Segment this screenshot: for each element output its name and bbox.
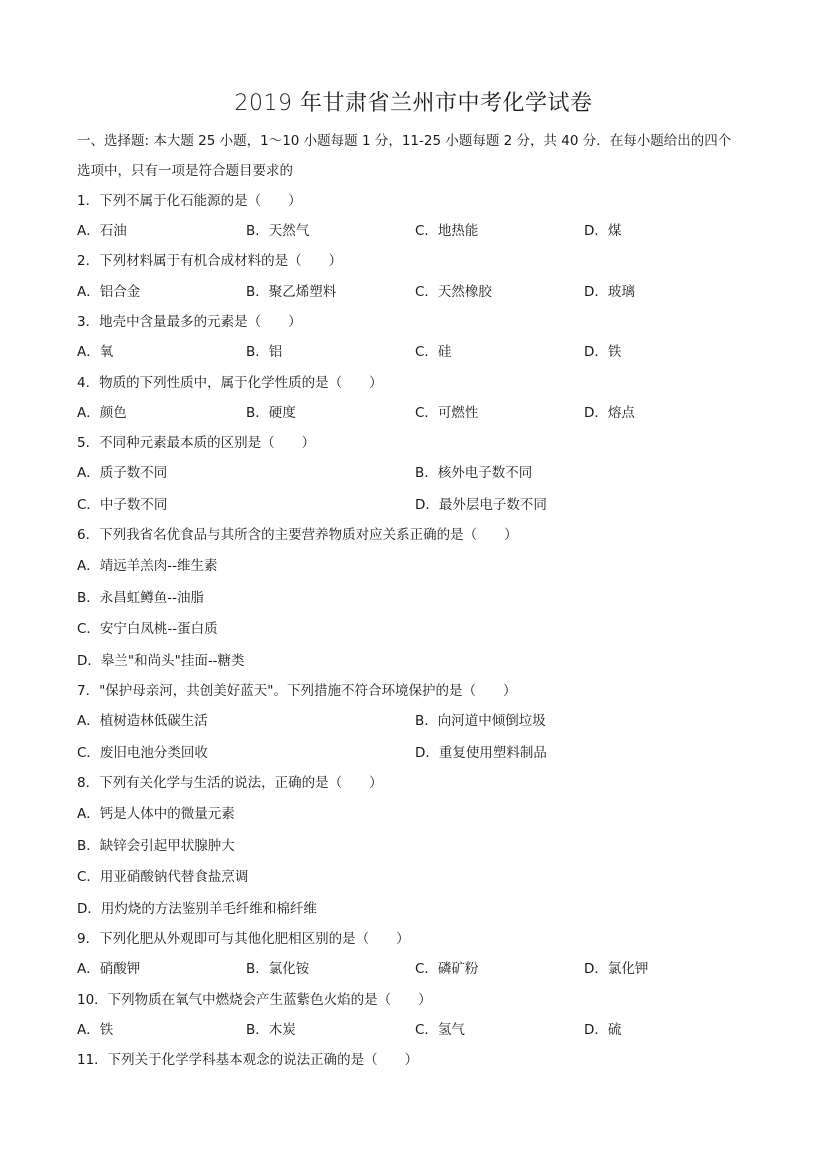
option-a: A．氧 — [77, 344, 114, 360]
option-c: C．中子数不同 — [77, 497, 168, 513]
option-b: B．氯化铵 — [246, 961, 310, 977]
question-7-options-row1 — [77, 711, 777, 731]
question-8-stem: 8．下列有关化学与生活的说法，正确的是（ ） — [77, 775, 383, 791]
option-c: C．氢气 — [415, 1022, 465, 1038]
question-5-options-row2 — [77, 495, 777, 515]
question-10-options — [77, 1020, 777, 1040]
option-c: C．可燃性 — [415, 405, 479, 421]
option-a: A．颜色 — [77, 405, 127, 421]
question-2-stem: 2．下列材料属于有机合成材料的是（ ） — [77, 253, 343, 269]
option-d: D．重复使用塑料制品 — [415, 745, 547, 761]
option-d: D．氯化钾 — [584, 961, 649, 977]
option-d: D．铁 — [584, 344, 622, 360]
question-8-option-d: D．用灼烧的方法鉴别羊毛纤维和棉纤维 — [77, 901, 317, 917]
option-c: C．地热能 — [415, 223, 479, 239]
question-6-option-b: B．永昌虹鳟鱼--油脂 — [77, 590, 205, 606]
question-6-option-d: D．皋兰"和尚头"挂面--糖类 — [77, 653, 245, 669]
question-4-stem: 4．物质的下列性质中，属于化学性质的是（ ） — [77, 375, 383, 391]
option-a: A．铁 — [77, 1022, 114, 1038]
option-b: B．核外电子数不同 — [415, 465, 533, 481]
option-a: A．植树造林低碳生活 — [77, 713, 208, 729]
option-a: A．质子数不同 — [77, 465, 168, 481]
option-a: A．铝合金 — [77, 284, 141, 300]
option-c: C．硅 — [415, 344, 452, 360]
question-6-stem: 6．下列我省名优食品与其所含的主要营养物质对应关系正确的是（ ） — [77, 527, 518, 543]
section-instructions-line1: 一、选择题: 本大题 25 小题，1～10 小题每题 1 分，11-25 小题每题 2 分，共 40 分．在每小题给出的四个 — [77, 133, 732, 149]
option-b: B．木炭 — [246, 1022, 296, 1038]
page-title: 2019 年甘肃省兰州市中考化学试卷 — [234, 91, 593, 116]
option-a: A．硝酸钾 — [77, 961, 141, 977]
option-d: D．最外层电子数不同 — [415, 497, 547, 513]
option-a: A．石油 — [77, 223, 127, 239]
option-b: B．聚乙烯塑料 — [246, 284, 337, 300]
option-b: B．铝 — [246, 344, 283, 360]
question-8-option-c: C．用亚硝酸钠代替食盐烹调 — [77, 869, 249, 885]
question-1-options — [77, 221, 777, 241]
question-10-stem: 10．下列物质在氧气中燃烧会产生蓝紫色火焰的是（ ） — [77, 992, 432, 1008]
section-instructions-line2: 选项中，只有一项是符合题目要求的 — [77, 163, 293, 179]
option-c: C．废旧电池分类回收 — [77, 745, 208, 761]
question-7-options-row2 — [77, 743, 777, 763]
question-9-stem: 9．下列化肥从外观即可与其他化肥相区别的是（ ） — [77, 931, 410, 947]
question-2-options — [77, 282, 777, 302]
question-9-options — [77, 959, 777, 979]
question-1-stem: 1．下列不属于化石能源的是（ ） — [77, 193, 302, 209]
option-d: D．煤 — [584, 223, 622, 239]
question-6-option-a: A．靖远羊羔肉--维生素 — [77, 558, 218, 574]
question-5-options-row1 — [77, 463, 777, 483]
question-8-option-b: B．缺锌会引起甲状腺肿大 — [77, 838, 235, 854]
option-c: C．磷矿粉 — [415, 961, 479, 977]
option-b: B．向河道中倾倒垃圾 — [415, 713, 546, 729]
question-6-option-c: C．安宁白凤桃--蛋白质 — [77, 621, 218, 637]
question-7-stem: 7．"保护母亲河，共创美好蓝天"。下列措施不符合环境保护的是（ ） — [77, 683, 517, 699]
question-3-options — [77, 342, 777, 362]
option-b: B．天然气 — [246, 223, 310, 239]
option-d: D．玻璃 — [584, 284, 635, 300]
option-b: B．硬度 — [246, 405, 296, 421]
option-d: D．熔点 — [584, 405, 635, 421]
question-8-option-a: A．钙是人体中的微量元素 — [77, 806, 235, 822]
option-d: D．硫 — [584, 1022, 622, 1038]
option-c: C．天然橡胶 — [415, 284, 492, 300]
question-11-stem: 11．下列关于化学学科基本观念的说法正确的是（ ） — [77, 1052, 419, 1068]
question-3-stem: 3．地壳中含量最多的元素是（ ） — [77, 314, 302, 330]
question-4-options — [77, 403, 777, 423]
question-5-stem: 5．不同种元素最本质的区别是（ ） — [77, 435, 316, 451]
